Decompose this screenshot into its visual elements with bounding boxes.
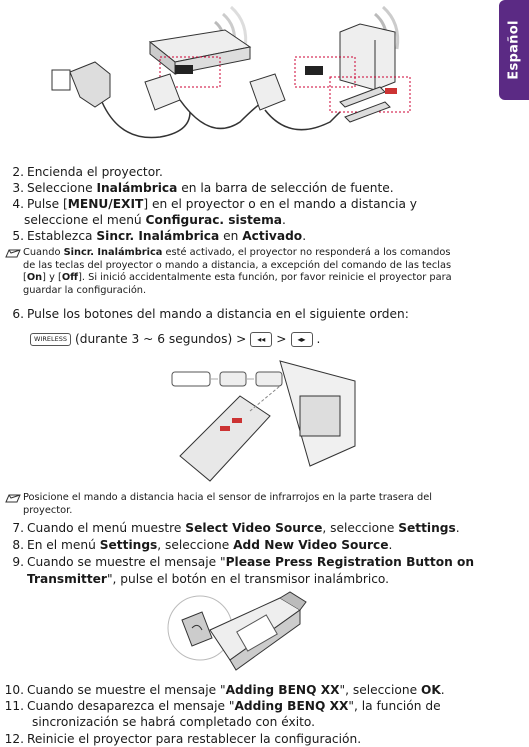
- remote-illustration: [170, 356, 360, 486]
- step-7: 7. Cuando el menú muestre Select Video Source, seleccione Settings.: [12, 521, 460, 535]
- step-8: 8. En el menú Settings, seleccione Add New Video Source.: [12, 538, 393, 552]
- button-sequence: WIRELESS (durante 3 ~ 6 segundos) > ◂◂ > ◂▸ .: [26, 331, 320, 347]
- note-remote-position: Posicione el mando a distancia hacia el sensor de infrarrojos en la parte trasera del proyector.: [23, 492, 483, 517]
- language-tab: [499, 0, 529, 100]
- wireless-button: WIRELESS: [30, 333, 71, 346]
- step-3: 3. Seleccione Inalámbrica en la barra de selección de fuente.: [12, 181, 394, 195]
- step-4: 4. Pulse [MENU/EXIT] en el proyector o en el mando a distancia y: [12, 197, 418, 211]
- transmitter-illustration: [160, 590, 310, 676]
- connection-illustration: [40, 2, 460, 152]
- step-12: 12. Reinicie el proyector para restablecer la configuración.: [4, 732, 362, 746]
- step-11: 11. Cuando desaparezca el mensaje "Adding BENQ XX", la función de: [4, 699, 441, 713]
- volume-up-button: ◂▸: [291, 332, 313, 347]
- note-icon: [5, 493, 21, 503]
- step-11-line-2: sincronización se habrá completado con éxito.: [32, 715, 315, 729]
- step-4-line-2: seleccione el menú Configurac. sistema.: [24, 213, 286, 227]
- step-5: 5. Establezca Sincr. Inalámbrica en Activado.: [12, 229, 307, 243]
- step-9: 9. Cuando se muestre el mensaje "Please Press Registration Button on: [12, 555, 475, 569]
- volume-down-button: ◂◂: [250, 332, 272, 347]
- step-6: 6. Pulse los botones del mando a distancia en el siguiente orden:: [12, 307, 409, 321]
- step-2: 2. Encienda el proyector.: [12, 165, 163, 179]
- note-wireless-sync: Cuando Sincr. Inalámbrica esté activado, el proyector no responderá a los comandos de las teclas del proyector o mando a distancia, a excepción del comando de las teclas [On] y [Off]. Si inició accidentalmente esta función, por favor reinicie el proyector para guardar la configuración.: [23, 247, 483, 297]
- step-9-line-2: Transmitter", pulse el botón en el transmisor inalámbrico.: [27, 572, 390, 586]
- note-icon: [5, 248, 21, 258]
- step-10: 10. Cuando se muestre el mensaje "Adding BENQ XX", seleccione OK.: [4, 683, 445, 697]
- language-tab-label: Español: [506, 20, 522, 80]
